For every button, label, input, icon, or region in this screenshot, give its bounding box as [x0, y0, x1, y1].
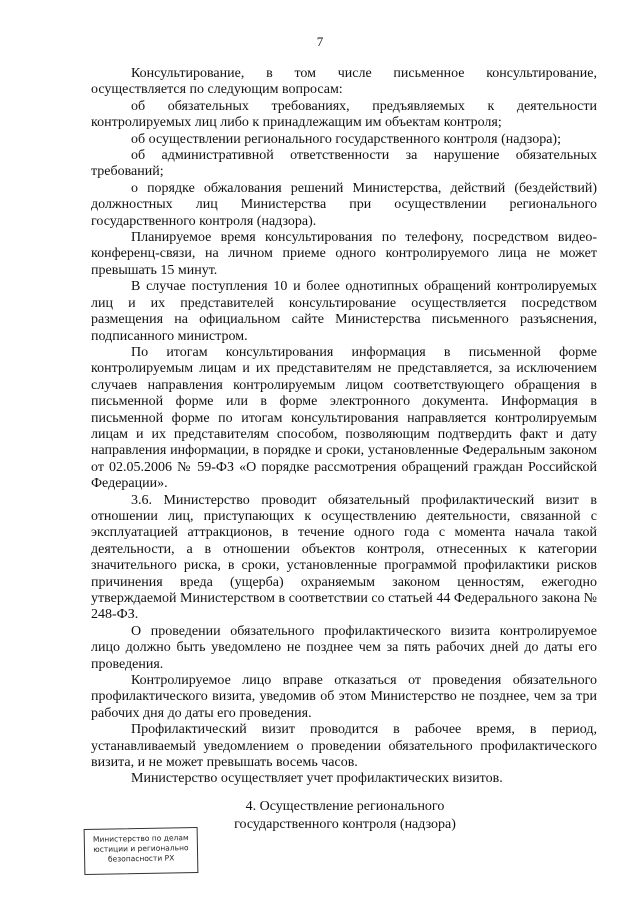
section-heading	[200, 798, 490, 834]
section-heading-line: 4. Осуществление регионального	[245, 799, 445, 814]
paragraph: об осуществлении регионального государственного контроля (надзора);	[131, 131, 561, 147]
paragraph: Планируемое время консультирования по телефону, посредством видео-конференц-связи, на личном приеме одного контролируемого лица не может превышать 15 минут.	[91, 230, 597, 278]
paragraph: Профилактический визит проводится в рабочее время, в период, устанавливаемый уведомлением о проведении обязательного профилактического визита, и не может превышать восемь часов.	[91, 722, 597, 771]
paragraph: В случае поступления 10 и более однотипных обращений контролируемых лиц и их представителей консультирование осуществляется посредством размещения на официальном сайте Министерства письменного разъяснения, подписанного министром.	[91, 279, 597, 344]
registration-stamp	[84, 827, 199, 875]
paragraph: о порядке обжалования решений Министерства, действий (бездействий) должностных лиц Министерства при осуществлении регионального государственного контроля (надзора).	[91, 180, 597, 229]
paragraph: 3.6. Министерство проводит обязательный профилактический визит в отношении лиц, приступающих к осуществлению деятельности, связанной с эксплуатацией аттракционов, в течение одного года с момента начала такой деятельности, а в отношении объектов контроля, отнесенных к категории значительного риска, в сроки, установленные программой профилактики рисков причинения вреда (ущерба) охраняемым законом ценностям, ежегодно утверждаемой Министерством в соответствии со статьей 44 Федерального закона № 248-ФЗ.	[91, 492, 597, 623]
paragraph: По итогам консультирования информация в письменной форме контролируемым лицам и их представителям не представляется, за исключением случаев направления контролируемым лицом соответствующего обращения в письменной форме или в форме электронного документа. Информация в письменной форме по итогам консультирования направляется контролируемым лицам и их представителям способом, позволяющим подтвердить факт и дату направления информации, в порядке и сроки, установленные Федеральным законом от 02.05.2006 № 59-ФЗ «О порядке рассмотрения обращений граждан Российской Федерации».	[91, 344, 597, 492]
paragraph: Министерство осуществляет учет профилактических визитов.	[131, 771, 503, 787]
paragraph: об обязательных требованиях, предъявляемых к деятельности контролируемых лиц либо к принадлежащим им объектам контроля;	[91, 98, 597, 131]
paragraph: об административной ответственности за нарушение обязательных требований;	[91, 148, 597, 180]
document-body	[91, 66, 597, 788]
paragraph: О проведении обязательного профилактического визита контролируемое лицо должно быть уведомлено не позднее чем за пять рабочих дней до даты его проведения.	[91, 623, 597, 672]
section-heading-line: государственного контроля (надзора)	[234, 817, 456, 832]
page-number: 7	[316, 34, 324, 49]
stamp-line: безопасности РХ	[107, 853, 175, 864]
paragraph: Консультирование, в том числе письменное консультирование, осуществляется по следующим вопросам:	[91, 66, 597, 98]
stamp-line: Министерство по делам	[92, 833, 189, 844]
stamp-line: юстиции и регионально	[93, 843, 189, 854]
paragraph: Контролируемое лицо вправе отказаться от проведения обязательного профилактического визита, уведомив об этом Министерство не позднее, чем за три рабочих дня до даты его проведения.	[91, 673, 597, 721]
